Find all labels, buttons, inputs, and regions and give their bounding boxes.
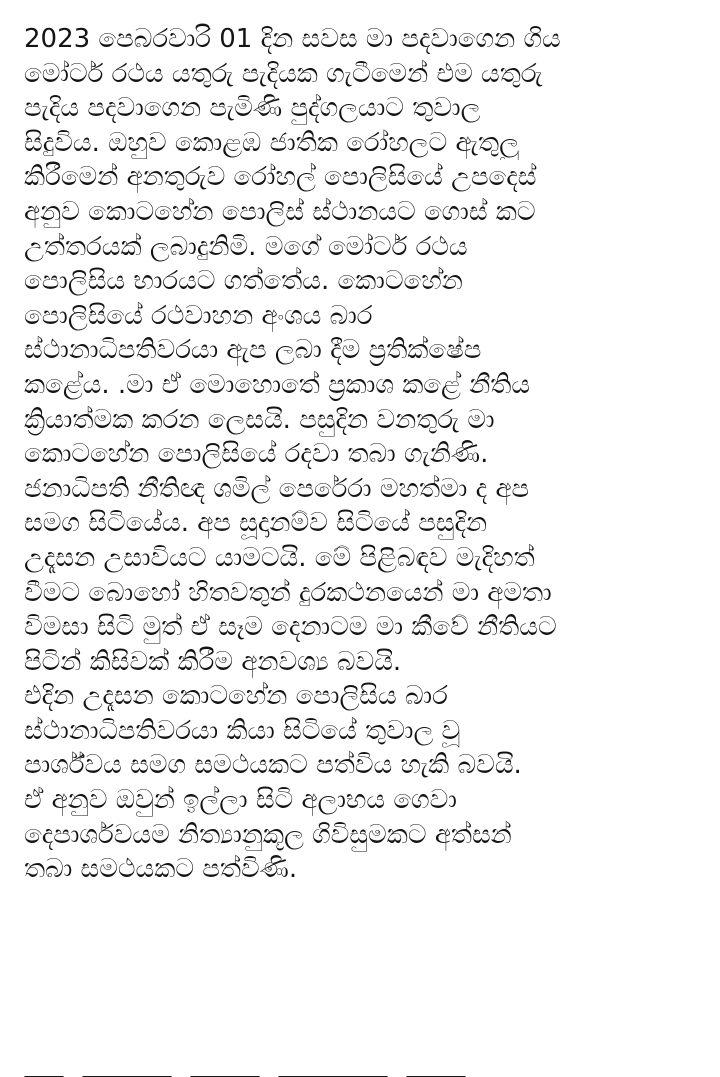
text-line-23: ඒ අනුව ඔවුන් ඉල්ලා සිටි අලාභය ගෙවා	[24, 785, 457, 816]
text-line-6: අනුව කොටහේන පොලිස් ස්ථානයට ගොස් කට	[24, 196, 536, 227]
text-line-5: කිරීමෙන් අනතුරුව රෝහල් පොලිසියේ උපදෙස්	[24, 162, 537, 193]
text-line-24: දෙපාර්ශවයම නිත්‍යානුකූල ගිවිසුමකට අත්සන්	[24, 819, 512, 850]
text-line-16: උදෑසන උසාවියට යාමටයි. මේ පිළිබඳව මැදිහත්	[24, 542, 535, 573]
text-line-22: පාර්ශ්වය සමග සමථයකට පත්විය හැකි බවයි.	[24, 750, 522, 781]
text-line-11: කළේය. .මා ඒ මොහොතේ ප්‍රකාශ කළේ නීතිය	[24, 369, 531, 400]
text-line-20: එදින උදෑසන කොටහේන පොලිසිය බාර	[24, 681, 448, 712]
text-line-7: උත්තරයක් ලබාදුනිමි. මගේ මෝටර් රථය	[24, 231, 468, 262]
text-line-2: මෝටර් රථය යතුරු පැදියක ගැටීමෙන් එම යතුරු	[24, 58, 543, 89]
text-line-8: පොලිසිය භාරයට ගත්තේය. කොටහේන	[24, 266, 463, 297]
text-line-17: වීමට බොහෝ හිතවතුන් දුරකථනයෙන් මා අමතා	[24, 577, 552, 608]
text-line-21: ස්ථානාධිපතිවරයා කියා සිටියේ තුවාල වූ	[24, 715, 461, 746]
text-line-19: පිටින් කිසිවක් කිරීම අනවශ්‍ය බවයි.	[24, 646, 402, 677]
text-line-1: 2023 පෙබරවාරි 01 දින සවස මා පදවාගෙන ගිය	[24, 24, 561, 54]
text-line-13: කොටහේන පොලිසියේ රදවා තබා ගැනිණි.	[24, 439, 489, 470]
text-line-10: ස්ථානාධිපතිවරයා ඇප ලබා දීම ප්‍රතික්ෂේප	[24, 335, 482, 366]
text-line-12: ක්‍රියාත්මක කරන ලෙසයි. පසුදින වනතුරු මා	[24, 404, 495, 435]
text-line-15: සමග සිටියේය. අප සූදානම්ව සිටියේ පසුදින	[24, 508, 488, 539]
text-line-18: විමසා සිටි මුත් ඒ සෑම දෙනාටම මා කීවේ නීතියට	[24, 612, 557, 643]
text-line-14: ජනාධිපති නීතිඥ ශමිල් පෙරේරා මහත්මා ද අප	[24, 473, 530, 504]
text-line-25: තබා සමථයකට පත්විණි.	[24, 854, 298, 885]
text-line-4: සිදුවිය. ඔහුව කොළඹ ජාතික රෝහලට ඇතුලු	[24, 127, 519, 158]
text-line-9: පොලිසියේ රථවාහන අංශය බාර	[24, 300, 373, 331]
document-body	[24, 22, 704, 887]
text-line-3: පැදිය පදවාගෙන පැමිණි පුද්ගලයාට තුවාල	[24, 93, 481, 124]
cut-off-next-line	[24, 1066, 704, 1077]
